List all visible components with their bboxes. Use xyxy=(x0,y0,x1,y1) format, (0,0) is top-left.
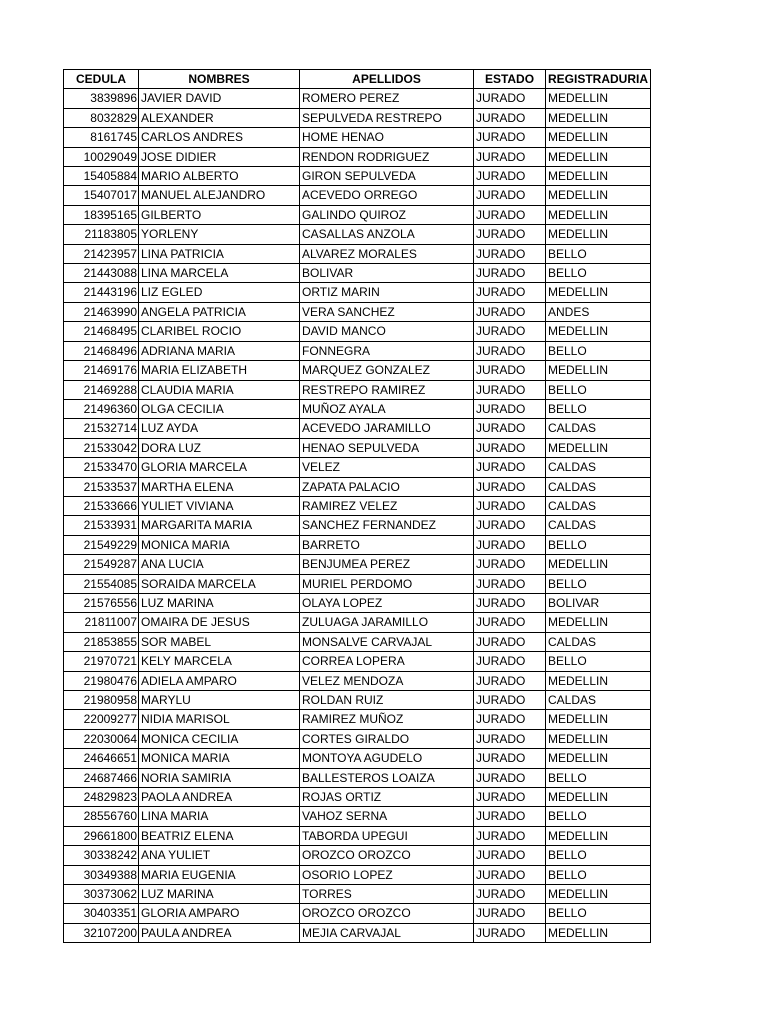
cell-estado: JURADO xyxy=(474,535,546,554)
cell-estado: JURADO xyxy=(474,729,546,748)
cell-nombres: CARLOS ANDRES xyxy=(139,128,300,147)
cell-cedula: 21554085 xyxy=(64,574,139,593)
table-row xyxy=(64,671,651,690)
cell-cedula: 21443196 xyxy=(64,283,139,302)
cell-apellidos: MURIEL PERDOMO xyxy=(300,574,474,593)
table-body xyxy=(64,89,651,943)
cell-registraduria: MEDELLIN xyxy=(546,167,651,186)
cell-apellidos: MONSALVE CARVAJAL xyxy=(300,632,474,651)
cell-registraduria: CALDAS xyxy=(546,477,651,496)
cell-registraduria: CALDAS xyxy=(546,419,651,438)
cell-nombres: PAOLA ANDREA xyxy=(139,788,300,807)
table-row xyxy=(64,167,651,186)
cell-nombres: CLARIBEL ROCIO xyxy=(139,322,300,341)
cell-nombres: KELY MARCELA xyxy=(139,652,300,671)
table-row xyxy=(64,438,651,457)
cell-cedula: 21533042 xyxy=(64,438,139,457)
table-row xyxy=(64,322,651,341)
table-row xyxy=(64,108,651,127)
cell-registraduria: BELLO xyxy=(546,768,651,787)
cell-cedula: 8032829 xyxy=(64,108,139,127)
cell-apellidos: ZULUAGA JARAMILLO xyxy=(300,613,474,632)
cell-nombres: MONICA MARIA xyxy=(139,535,300,554)
cell-nombres: MARTHA ELENA xyxy=(139,477,300,496)
cell-nombres: MARIO ALBERTO xyxy=(139,167,300,186)
cell-registraduria: CALDAS xyxy=(546,496,651,515)
cell-nombres: CLAUDIA MARIA xyxy=(139,380,300,399)
table-header xyxy=(64,70,651,89)
cell-estado: JURADO xyxy=(474,516,546,535)
table-row xyxy=(64,264,651,283)
cell-estado: JURADO xyxy=(474,167,546,186)
cell-estado: JURADO xyxy=(474,826,546,845)
cell-nombres: GILBERTO xyxy=(139,205,300,224)
cell-nombres: MANUEL ALEJANDRO xyxy=(139,186,300,205)
header-apellidos: APELLIDOS xyxy=(300,70,474,89)
cell-nombres: LIZ EGLED xyxy=(139,283,300,302)
cell-apellidos: BOLIVAR xyxy=(300,264,474,283)
cell-cedula: 18395165 xyxy=(64,205,139,224)
cell-registraduria: MEDELLIN xyxy=(546,923,651,942)
cell-cedula: 24829823 xyxy=(64,788,139,807)
table-row xyxy=(64,244,651,263)
table-row xyxy=(64,419,651,438)
cell-estado: JURADO xyxy=(474,593,546,612)
cell-estado: JURADO xyxy=(474,361,546,380)
cell-apellidos: RESTREPO RAMIREZ xyxy=(300,380,474,399)
header-registraduria: REGISTRADURIA xyxy=(546,70,651,89)
cell-nombres: MARYLU xyxy=(139,691,300,710)
cell-registraduria: MEDELLIN xyxy=(546,788,651,807)
cell-nombres: JOSE DIDIER xyxy=(139,147,300,166)
cell-estado: JURADO xyxy=(474,128,546,147)
header-nombres: NOMBRES xyxy=(139,70,300,89)
cell-apellidos: GIRON SEPULVEDA xyxy=(300,167,474,186)
cell-cedula: 21468495 xyxy=(64,322,139,341)
cell-cedula: 29661800 xyxy=(64,826,139,845)
cell-estado: JURADO xyxy=(474,283,546,302)
cell-nombres: YORLENY xyxy=(139,225,300,244)
table-row xyxy=(64,516,651,535)
table-row xyxy=(64,652,651,671)
cell-registraduria: ANDES xyxy=(546,302,651,321)
jurados-table xyxy=(63,69,651,943)
cell-cedula: 10029049 xyxy=(64,147,139,166)
cell-registraduria: MEDELLIN xyxy=(546,128,651,147)
cell-apellidos: ALVAREZ MORALES xyxy=(300,244,474,263)
cell-apellidos: TABORDA UPEGUI xyxy=(300,826,474,845)
cell-apellidos: CORREA LOPERA xyxy=(300,652,474,671)
table-row xyxy=(64,458,651,477)
cell-estado: JURADO xyxy=(474,807,546,826)
cell-cedula: 30338242 xyxy=(64,846,139,865)
cell-cedula: 8161745 xyxy=(64,128,139,147)
table-row xyxy=(64,632,651,651)
cell-estado: JURADO xyxy=(474,671,546,690)
cell-registraduria: MEDELLIN xyxy=(546,322,651,341)
cell-nombres: JAVIER DAVID xyxy=(139,89,300,108)
table-row xyxy=(64,186,651,205)
cell-cedula: 22030064 xyxy=(64,729,139,748)
cell-registraduria: BOLIVAR xyxy=(546,593,651,612)
table-row xyxy=(64,535,651,554)
cell-cedula: 21576556 xyxy=(64,593,139,612)
cell-nombres: ADRIANA MARIA xyxy=(139,341,300,360)
cell-apellidos: ROMERO PEREZ xyxy=(300,89,474,108)
cell-apellidos: GALINDO QUIROZ xyxy=(300,205,474,224)
cell-registraduria: MEDELLIN xyxy=(546,186,651,205)
cell-cedula: 21469288 xyxy=(64,380,139,399)
cell-cedula: 32107200 xyxy=(64,923,139,942)
cell-cedula: 15407017 xyxy=(64,186,139,205)
cell-apellidos: FONNEGRA xyxy=(300,341,474,360)
cell-estado: JURADO xyxy=(474,458,546,477)
cell-nombres: BEATRIZ ELENA xyxy=(139,826,300,845)
cell-estado: JURADO xyxy=(474,89,546,108)
cell-cedula: 21532714 xyxy=(64,419,139,438)
cell-registraduria: BELLO xyxy=(546,244,651,263)
cell-estado: JURADO xyxy=(474,419,546,438)
cell-apellidos: MARQUEZ GONZALEZ xyxy=(300,361,474,380)
table-row xyxy=(64,205,651,224)
cell-estado: JURADO xyxy=(474,691,546,710)
cell-registraduria: BELLO xyxy=(546,807,651,826)
cell-estado: JURADO xyxy=(474,108,546,127)
table-row xyxy=(64,768,651,787)
table-row xyxy=(64,128,651,147)
cell-cedula: 21533666 xyxy=(64,496,139,515)
cell-cedula: 21468496 xyxy=(64,341,139,360)
table-row xyxy=(64,613,651,632)
table-row xyxy=(64,826,651,845)
cell-apellidos: VERA SANCHEZ xyxy=(300,302,474,321)
cell-estado: JURADO xyxy=(474,477,546,496)
cell-nombres: ALEXANDER xyxy=(139,108,300,127)
cell-registraduria: MEDELLIN xyxy=(546,555,651,574)
table-row xyxy=(64,865,651,884)
cell-nombres: SORAIDA MARCELA xyxy=(139,574,300,593)
cell-apellidos: HENAO SEPULVEDA xyxy=(300,438,474,457)
cell-registraduria: MEDELLIN xyxy=(546,225,651,244)
cell-registraduria: BELLO xyxy=(546,535,651,554)
table-row xyxy=(64,302,651,321)
cell-registraduria: MEDELLIN xyxy=(546,361,651,380)
table-row xyxy=(64,555,651,574)
cell-apellidos: RENDON RODRIGUEZ xyxy=(300,147,474,166)
cell-estado: JURADO xyxy=(474,885,546,904)
cell-apellidos: MUÑOZ AYALA xyxy=(300,399,474,418)
cell-apellidos: RAMIREZ VELEZ xyxy=(300,496,474,515)
cell-estado: JURADO xyxy=(474,147,546,166)
table-row xyxy=(64,477,651,496)
cell-cedula: 21549229 xyxy=(64,535,139,554)
cell-cedula: 21533931 xyxy=(64,516,139,535)
cell-apellidos: VAHOZ SERNA xyxy=(300,807,474,826)
cell-nombres: LUZ MARINA xyxy=(139,593,300,612)
cell-estado: JURADO xyxy=(474,380,546,399)
cell-apellidos: ROLDAN RUIZ xyxy=(300,691,474,710)
cell-cedula: 21463990 xyxy=(64,302,139,321)
cell-registraduria: BELLO xyxy=(546,904,651,923)
cell-nombres: LUZ MARINA xyxy=(139,885,300,904)
cell-estado: JURADO xyxy=(474,710,546,729)
cell-nombres: ANA LUCIA xyxy=(139,555,300,574)
table-row xyxy=(64,729,651,748)
cell-estado: JURADO xyxy=(474,555,546,574)
cell-nombres: ANA YULIET xyxy=(139,846,300,865)
cell-apellidos: BARRETO xyxy=(300,535,474,554)
cell-nombres: DORA LUZ xyxy=(139,438,300,457)
cell-nombres: OMAIRA DE JESUS xyxy=(139,613,300,632)
cell-registraduria: MEDELLIN xyxy=(546,147,651,166)
cell-registraduria: BELLO xyxy=(546,574,651,593)
cell-registraduria: MEDELLIN xyxy=(546,438,651,457)
table-row xyxy=(64,283,651,302)
header-estado: ESTADO xyxy=(474,70,546,89)
cell-nombres: YULIET VIVIANA xyxy=(139,496,300,515)
cell-nombres: NIDIA MARISOL xyxy=(139,710,300,729)
table-row xyxy=(64,593,651,612)
cell-estado: JURADO xyxy=(474,768,546,787)
cell-apellidos: BALLESTEROS LOAIZA xyxy=(300,768,474,787)
cell-estado: JURADO xyxy=(474,341,546,360)
cell-nombres: OLGA CECILIA xyxy=(139,399,300,418)
cell-apellidos: DAVID MANCO xyxy=(300,322,474,341)
table-row xyxy=(64,147,651,166)
header-row xyxy=(64,70,651,89)
cell-apellidos: OROZCO OROZCO xyxy=(300,904,474,923)
cell-registraduria: BELLO xyxy=(546,399,651,418)
cell-apellidos: CORTES GIRALDO xyxy=(300,729,474,748)
cell-registraduria: BELLO xyxy=(546,341,651,360)
table-row xyxy=(64,574,651,593)
cell-estado: JURADO xyxy=(474,923,546,942)
cell-estado: JURADO xyxy=(474,574,546,593)
cell-cedula: 21423957 xyxy=(64,244,139,263)
cell-nombres: LINA MARCELA xyxy=(139,264,300,283)
table-row xyxy=(64,399,651,418)
cell-apellidos: MEJIA CARVAJAL xyxy=(300,923,474,942)
table-row xyxy=(64,225,651,244)
cell-estado: JURADO xyxy=(474,632,546,651)
table-row xyxy=(64,89,651,108)
cell-cedula: 21496360 xyxy=(64,399,139,418)
cell-cedula: 22009277 xyxy=(64,710,139,729)
cell-registraduria: CALDAS xyxy=(546,516,651,535)
cell-apellidos: TORRES xyxy=(300,885,474,904)
cell-estado: JURADO xyxy=(474,186,546,205)
cell-apellidos: CASALLAS ANZOLA xyxy=(300,225,474,244)
cell-apellidos: OLAYA LOPEZ xyxy=(300,593,474,612)
cell-registraduria: MEDELLIN xyxy=(546,283,651,302)
table-row xyxy=(64,885,651,904)
cell-apellidos: ZAPATA PALACIO xyxy=(300,477,474,496)
cell-estado: JURADO xyxy=(474,225,546,244)
cell-estado: JURADO xyxy=(474,846,546,865)
table-row xyxy=(64,749,651,768)
cell-registraduria: MEDELLIN xyxy=(546,826,651,845)
cell-nombres: MARGARITA MARIA xyxy=(139,516,300,535)
cell-estado: JURADO xyxy=(474,302,546,321)
header-cedula: CEDULA xyxy=(64,70,139,89)
cell-cedula: 21533470 xyxy=(64,458,139,477)
cell-nombres: NORIA SAMIRIA xyxy=(139,768,300,787)
cell-nombres: MONICA MARIA xyxy=(139,749,300,768)
cell-registraduria: BELLO xyxy=(546,264,651,283)
cell-apellidos: VELEZ xyxy=(300,458,474,477)
cell-nombres: SOR MABEL xyxy=(139,632,300,651)
cell-cedula: 28556760 xyxy=(64,807,139,826)
cell-apellidos: SEPULVEDA RESTREPO xyxy=(300,108,474,127)
cell-cedula: 30349388 xyxy=(64,865,139,884)
cell-estado: JURADO xyxy=(474,652,546,671)
cell-nombres: ANGELA PATRICIA xyxy=(139,302,300,321)
table-row xyxy=(64,788,651,807)
cell-registraduria: BELLO xyxy=(546,865,651,884)
cell-cedula: 21183805 xyxy=(64,225,139,244)
cell-apellidos: RAMIREZ MUÑOZ xyxy=(300,710,474,729)
cell-registraduria: MEDELLIN xyxy=(546,749,651,768)
cell-registraduria: MEDELLIN xyxy=(546,108,651,127)
cell-registraduria: BELLO xyxy=(546,652,651,671)
table-row xyxy=(64,710,651,729)
table-row xyxy=(64,361,651,380)
cell-nombres: ADIELA AMPARO xyxy=(139,671,300,690)
table-row xyxy=(64,904,651,923)
cell-cedula: 15405884 xyxy=(64,167,139,186)
cell-cedula: 3839896 xyxy=(64,89,139,108)
cell-registraduria: MEDELLIN xyxy=(546,885,651,904)
cell-apellidos: ROJAS ORTIZ xyxy=(300,788,474,807)
table-row xyxy=(64,380,651,399)
cell-estado: JURADO xyxy=(474,749,546,768)
cell-registraduria: MEDELLIN xyxy=(546,613,651,632)
cell-apellidos: ACEVEDO JARAMILLO xyxy=(300,419,474,438)
cell-apellidos: OROZCO OROZCO xyxy=(300,846,474,865)
cell-registraduria: BELLO xyxy=(546,846,651,865)
cell-nombres: LUZ AYDA xyxy=(139,419,300,438)
cell-cedula: 21980476 xyxy=(64,671,139,690)
cell-cedula: 24646651 xyxy=(64,749,139,768)
cell-nombres: GLORIA AMPARO xyxy=(139,904,300,923)
cell-estado: JURADO xyxy=(474,865,546,884)
cell-registraduria: MEDELLIN xyxy=(546,710,651,729)
cell-estado: JURADO xyxy=(474,904,546,923)
cell-registraduria: BELLO xyxy=(546,380,651,399)
table-row xyxy=(64,846,651,865)
cell-estado: JURADO xyxy=(474,205,546,224)
cell-cedula: 21853855 xyxy=(64,632,139,651)
cell-registraduria: CALDAS xyxy=(546,458,651,477)
cell-apellidos: OSORIO LOPEZ xyxy=(300,865,474,884)
cell-registraduria: CALDAS xyxy=(546,691,651,710)
cell-cedula: 21549287 xyxy=(64,555,139,574)
cell-estado: JURADO xyxy=(474,264,546,283)
cell-cedula: 21811007 xyxy=(64,613,139,632)
cell-estado: JURADO xyxy=(474,496,546,515)
cell-estado: JURADO xyxy=(474,322,546,341)
cell-registraduria: CALDAS xyxy=(546,632,651,651)
cell-estado: JURADO xyxy=(474,244,546,263)
cell-nombres: MARIA ELIZABETH xyxy=(139,361,300,380)
cell-nombres: LINA PATRICIA xyxy=(139,244,300,263)
table-row xyxy=(64,496,651,515)
cell-nombres: GLORIA MARCELA xyxy=(139,458,300,477)
cell-cedula: 21469176 xyxy=(64,361,139,380)
cell-cedula: 21980958 xyxy=(64,691,139,710)
cell-cedula: 21443088 xyxy=(64,264,139,283)
table-row xyxy=(64,691,651,710)
cell-estado: JURADO xyxy=(474,788,546,807)
cell-nombres: MONICA CECILIA xyxy=(139,729,300,748)
cell-apellidos: ACEVEDO ORREGO xyxy=(300,186,474,205)
cell-nombres: LINA MARIA xyxy=(139,807,300,826)
cell-apellidos: SANCHEZ FERNANDEZ xyxy=(300,516,474,535)
cell-cedula: 21533537 xyxy=(64,477,139,496)
cell-nombres: PAULA ANDREA xyxy=(139,923,300,942)
cell-estado: JURADO xyxy=(474,613,546,632)
cell-cedula: 30403351 xyxy=(64,904,139,923)
cell-registraduria: MEDELLIN xyxy=(546,89,651,108)
cell-estado: JURADO xyxy=(474,399,546,418)
cell-apellidos: HOME HENAO xyxy=(300,128,474,147)
cell-apellidos: MONTOYA AGUDELO xyxy=(300,749,474,768)
cell-cedula: 21970721 xyxy=(64,652,139,671)
cell-estado: JURADO xyxy=(474,438,546,457)
cell-apellidos: VELEZ MENDOZA xyxy=(300,671,474,690)
cell-apellidos: BENJUMEA PEREZ xyxy=(300,555,474,574)
table-row xyxy=(64,923,651,942)
cell-cedula: 24687466 xyxy=(64,768,139,787)
table-row xyxy=(64,341,651,360)
cell-nombres: MARIA EUGENIA xyxy=(139,865,300,884)
cell-cedula: 30373062 xyxy=(64,885,139,904)
table-row xyxy=(64,807,651,826)
cell-apellidos: ORTIZ MARIN xyxy=(300,283,474,302)
cell-registraduria: MEDELLIN xyxy=(546,205,651,224)
cell-registraduria: MEDELLIN xyxy=(546,671,651,690)
cell-registraduria: MEDELLIN xyxy=(546,729,651,748)
